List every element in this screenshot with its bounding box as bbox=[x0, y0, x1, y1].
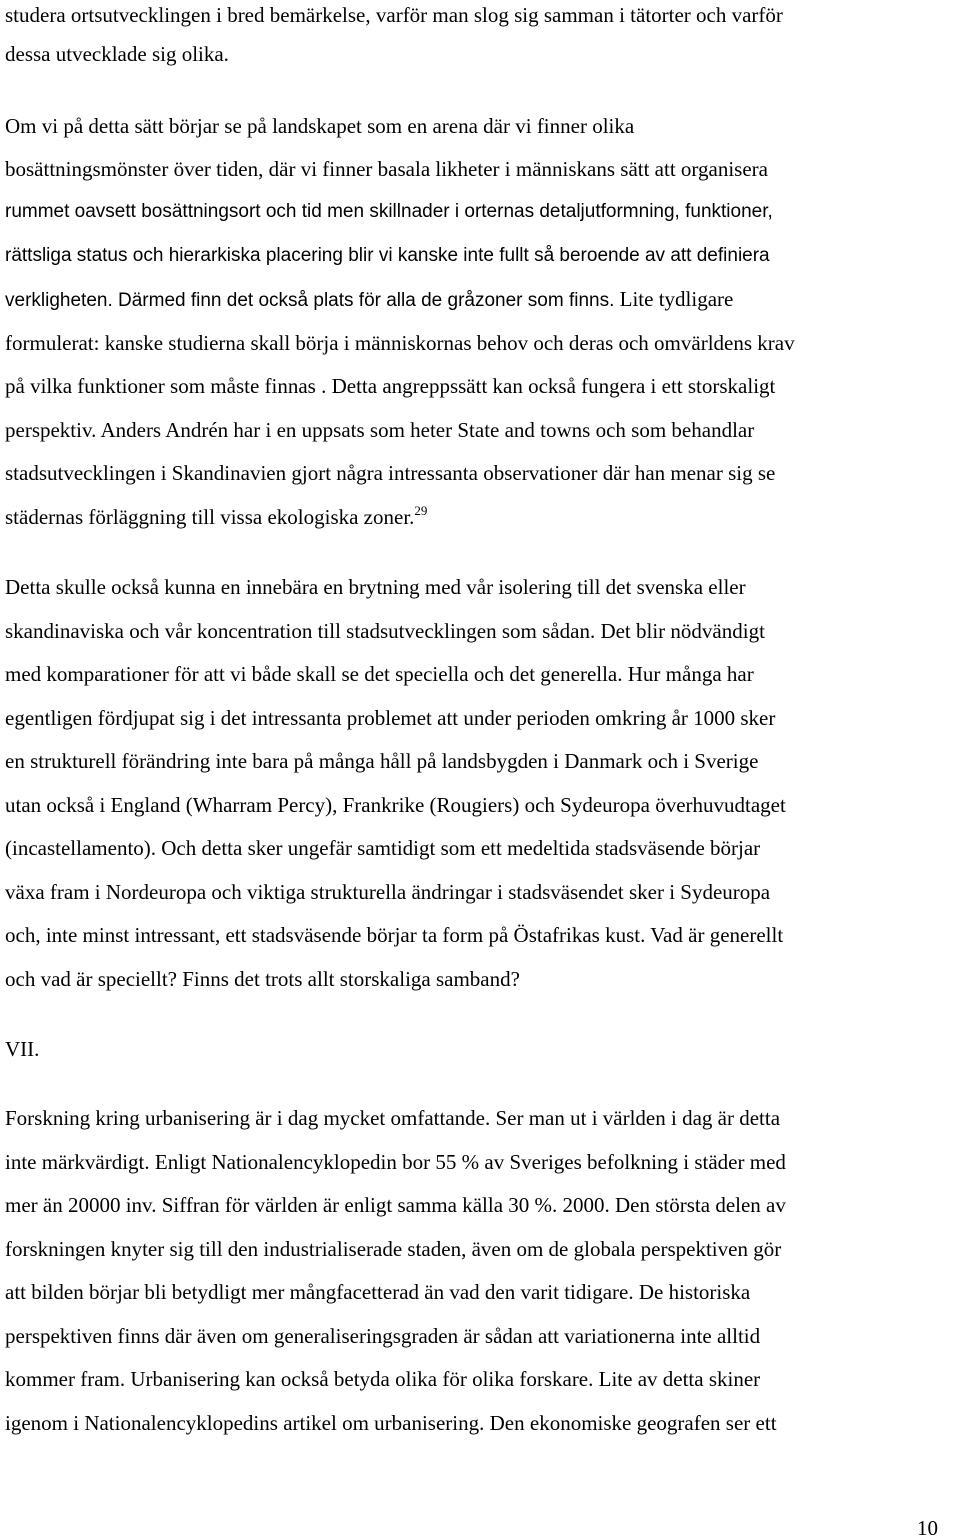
paragraph-3-line-1: Detta skulle också kunna en innebära en brytning med vår isolering till det svenska eller bbox=[5, 575, 746, 599]
paragraph-2-line-5 bbox=[5, 286, 733, 312]
paragraph-4-line-5: att bilden börjar bli betydligt mer mångfacetterad än vad den varit tidigare. De historiska bbox=[5, 1280, 751, 1304]
section-heading: VII. bbox=[5, 1037, 40, 1061]
paragraph-3-line-3: med komparationer för att vi både skall se det speciella och det generella. Hur många har bbox=[5, 662, 754, 686]
paragraph-3-line-2: skandinaviska och vår koncentration till stadsutvecklingen som sådan. Det blir nödvändigt bbox=[5, 619, 765, 643]
footnote-reference[interactable]: 29 bbox=[414, 503, 428, 518]
paragraph-4-line-7: kommer fram. Urbanisering kan också betyda olika för olika forskare. Lite av detta skiner bbox=[5, 1367, 761, 1391]
paragraph-3-line-5: en strukturell förändring inte bara på många håll på landsbygden i Danmark och i Sverige bbox=[5, 749, 759, 773]
paragraph-4-line-4: forskningen knyter sig till den industrialiserade staden, även om de globala perspektiven gör bbox=[5, 1237, 782, 1261]
paragraph-3-line-7: (incastellamento). Och detta sker ungefär samtidigt som ett medeltida stadsväsende börjar bbox=[5, 836, 761, 860]
paragraph-2-line-1: Om vi på detta sätt börjar se på landskapet som en arena där vi finner olika bbox=[5, 114, 635, 138]
paragraph-3-line-4: egentligen fördjupat sig i det intressanta problemet att under perioden omkring år 1000 sker bbox=[5, 706, 776, 730]
paragraph-2-line-10 bbox=[5, 504, 427, 530]
paragraph-2-line-3: rummet oavsett bosättningsort och tid men skillnader i orternas detaljutformning, funktioner, bbox=[5, 201, 773, 222]
paragraph-4-line-8: igenom i Nationalencyklopedins artikel om urbanisering. Den ekonomiske geografen ser ett bbox=[5, 1411, 777, 1435]
paragraph-1-line-1: studera ortsutvecklingen i bred bemärkelse, varför man slog sig samman i tätorter och varför bbox=[5, 3, 783, 27]
paragraph-2-line-8: perspektiv. Anders Andrén har i en uppsats som heter State and towns och som behandlar bbox=[5, 418, 755, 442]
paragraph-2-line-6: formulerat: kanske studierna skall börja i människornas behov och deras och omvärldens krav bbox=[5, 331, 795, 355]
paragraph-4-line-2: inte märkvärdigt. Enligt Nationalencyklopedin bor 55 % av Sveriges befolkning i städer med bbox=[5, 1150, 786, 1174]
paragraph-3-line-8: växa fram i Nordeuropa och viktiga strukturella ändringar i stadsväsendet sker i Sydeuropa bbox=[5, 880, 771, 904]
paragraph-3-line-10: och vad är speciellt? Finns det trots allt storskaliga samband? bbox=[5, 967, 520, 991]
paragraph-2-line-5-sans: verkligheten. Därmed finn det också plats för alla de gråzoner som finns. bbox=[5, 290, 615, 311]
paragraph-4-line-1: Forskning kring urbanisering är i dag mycket omfattande. Ser man ut i världen i dag är detta bbox=[5, 1106, 781, 1130]
paragraph-2-line-5-tail: Lite tydligare bbox=[614, 287, 734, 311]
paragraph-2-last-line-text: städernas förläggning till vissa ekologiska zoner. bbox=[5, 505, 415, 529]
paragraph-2-line-2: bosättningsmönster över tiden, där vi finner basala likheter i människans sätt att organisera bbox=[5, 157, 768, 181]
paragraph-4-line-6: perspektiven finns där även om generaliseringsgraden är sådan att variationerna inte alltid bbox=[5, 1324, 761, 1348]
paragraph-2-line-7: på vilka funktioner som måste finnas . Detta angreppssätt kan också fungera i ett storskaligt bbox=[5, 374, 776, 398]
paragraph-2-line-9: stadsutvecklingen i Skandinavien gjort några intressanta observationer där han menar sig se bbox=[5, 461, 776, 485]
paragraph-1-line-2: dessa utvecklade sig olika. bbox=[5, 42, 229, 66]
paragraph-3-line-9: och, inte minst intressant, ett stadsväsende börjar ta form på Östafrikas kust. Vad är generellt bbox=[5, 923, 784, 947]
paragraph-4-line-3: mer än 20000 inv. Siffran för världen är enligt samma källa 30 %. 2000. Den största delen av bbox=[5, 1193, 786, 1217]
paragraph-3-line-6: utan också i England (Wharram Percy), Frankrike (Rougiers) och Sydeuropa överhuvudtaget bbox=[5, 793, 786, 817]
page-number: 10 bbox=[917, 1516, 938, 1540]
paragraph-2-line-4: rättsliga status och hierarkiska placering blir vi kanske inte fullt så beroende av att definiera bbox=[5, 245, 770, 266]
